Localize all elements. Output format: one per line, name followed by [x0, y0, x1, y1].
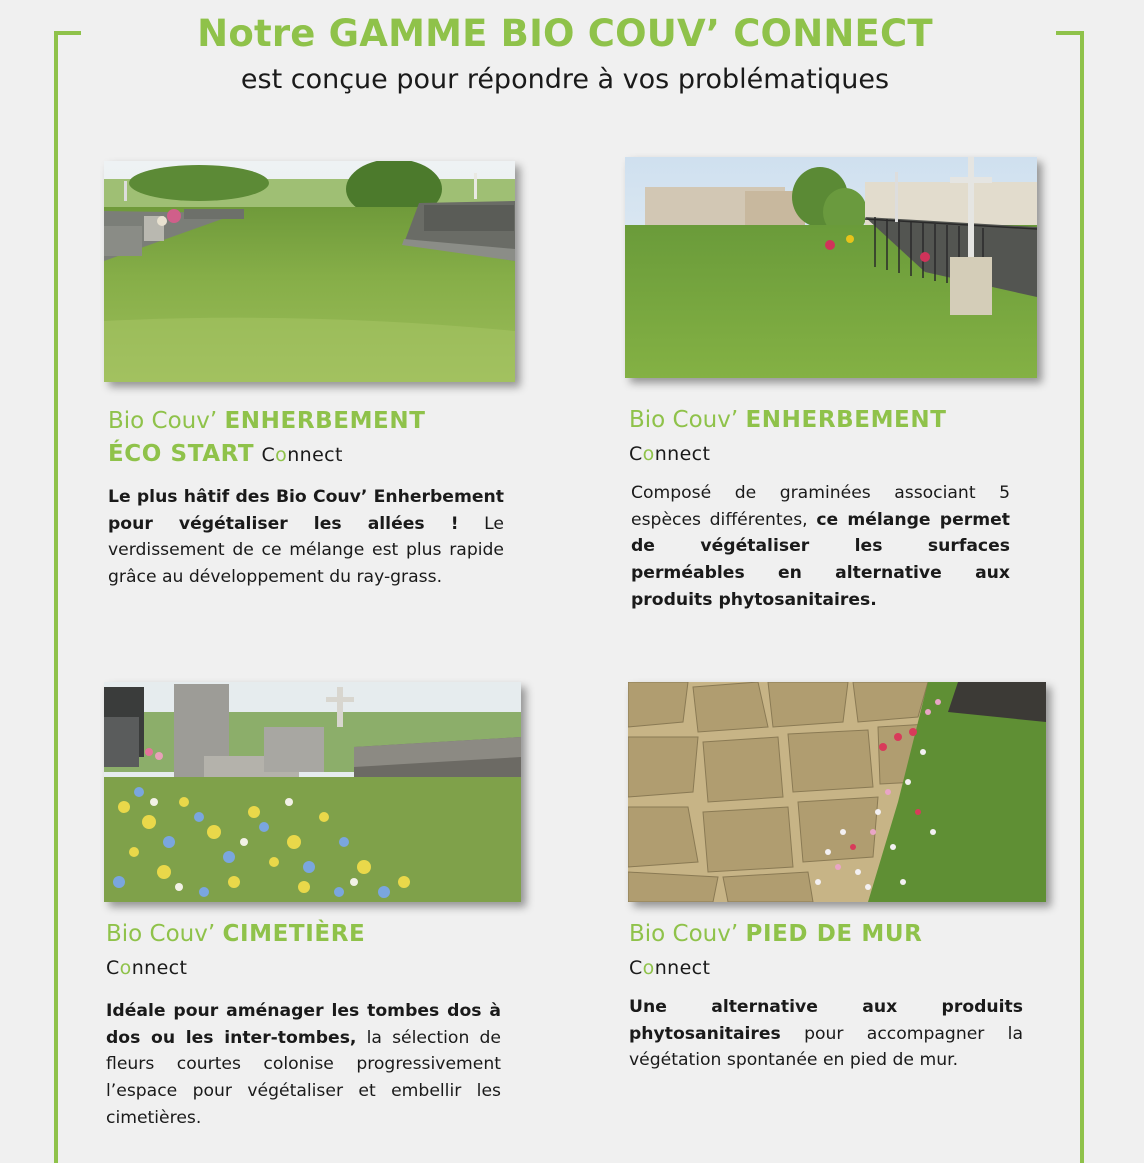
product-description-pied-de-mur: Une alternative aux produits phytosanitaires pour accompagner la végétation spontanée en pied de mur.: [629, 997, 1023, 1071]
page-title: Notre GAMME BIO COUV’ CONNECT: [197, 12, 933, 55]
frame-left-bracket: [54, 31, 81, 1163]
frame-right-bracket: [1056, 31, 1084, 1163]
connect-label: Connect: [261, 444, 343, 466]
product-description-cimetiere: Idéale pour aménager les tombes dos à dos ou les inter-tombes, la sélection de fleurs courtes colonise progressivement l’espace pour végétaliser et embellir les cimetières.: [106, 1001, 501, 1128]
page-subtitle: est conçue pour répondre à vos problématiques: [240, 64, 890, 95]
connect-label: Connect: [629, 957, 711, 979]
product-title-cimetiere: Bio Couv’ CIMETIÈRE Connect: [106, 921, 366, 979]
product-title-enherbement-eco-start: Bio Couv’ ENHERBEMENT ÉCO START Connect: [108, 408, 426, 467]
connect-label: Connect: [106, 957, 188, 979]
product-description-enherbement: Composé de graminées associant 5 espèces différentes, ce mélange permet de végétaliser les surfaces perméables en alternative aux produits phytosanitaires.: [631, 483, 1010, 610]
product-photo-enherbement-eco-start: [104, 161, 515, 382]
product-photo-pied-de-mur: [628, 682, 1046, 902]
product-photo-enherbement: [625, 157, 1037, 378]
product-title-enherbement: Bio Couv’ ENHERBEMENT Connect: [629, 407, 947, 465]
product-title-pied-de-mur: Bio Couv’ PIED DE MUR Connect: [629, 921, 923, 979]
connect-label: Connect: [629, 443, 711, 465]
product-description-enherbement-eco-start: Le plus hâtif des Bio Couv’ Enherbement pour végétaliser les allées ! Le verdissement de ce mélange est plus rapide grâce au développement du ray-grass.: [108, 487, 504, 588]
product-photo-cimetiere: [104, 682, 521, 902]
